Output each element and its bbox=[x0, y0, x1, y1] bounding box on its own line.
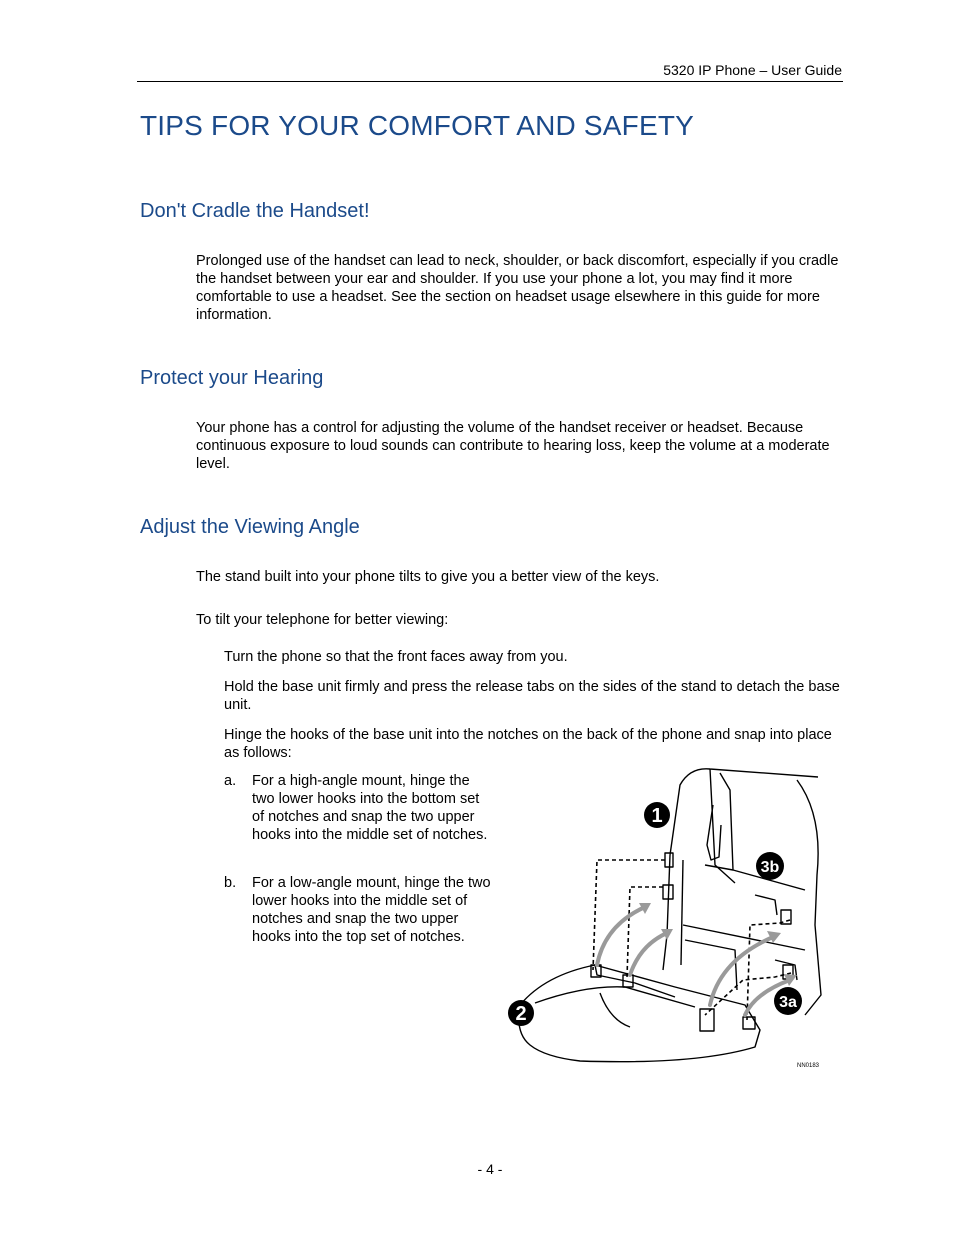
svg-text:2: 2 bbox=[515, 1003, 527, 1025]
section-heading-hearing: Protect your Hearing bbox=[140, 367, 324, 389]
sub-step-text: For a high-angle mount, hinge the two lower hooks into the bottom set of notches and snap the two upper hooks into the middle set of notches. bbox=[252, 773, 488, 843]
page-number: - 4 - bbox=[477, 1161, 503, 1177]
paragraph-cradle: Prolonged use of the handset can lead to neck, shoulder, or back discomfort, especially if you cradle the handset between your ear and shoulder. If you use your phone a lot, you may find it more comfortable to use a headset. See the section on headset usage elsewhere in this guide for more information. bbox=[196, 253, 839, 323]
paragraph-hearing: Your phone has a control for adjusting the volume of the handset receiver or headset. Because continuous exposure to loud sounds can contribute to hearing loss, keep the volume at a moderate level. bbox=[196, 420, 830, 472]
paragraph-viewing-angle: The stand built into your phone tilts to give you a better view of the keys. bbox=[196, 569, 660, 585]
section-heading-viewing-angle: Adjust the Viewing Angle bbox=[140, 516, 360, 538]
header-rule bbox=[137, 81, 843, 82]
section-heading-cradle: Don't Cradle the Handset! bbox=[140, 200, 370, 222]
figure-code: NN0183 bbox=[797, 1063, 820, 1069]
running-header: 5320 IP Phone – User Guide bbox=[663, 62, 842, 78]
phone-body-outline bbox=[670, 769, 818, 855]
callout-3a bbox=[774, 987, 802, 1015]
phone-stand-illustration bbox=[505, 765, 825, 1075]
base-unit-outline bbox=[519, 965, 760, 1062]
callout-1 bbox=[644, 802, 670, 828]
svg-text:3a: 3a bbox=[779, 994, 797, 1011]
step-1: Turn the phone so that the front faces away from you. bbox=[224, 649, 568, 665]
steps-intro: To tilt your telephone for better viewing: bbox=[196, 612, 449, 628]
page-title: TIPS FOR YOUR COMFORT AND SAFETY bbox=[140, 110, 695, 141]
svg-text:3b: 3b bbox=[760, 859, 780, 876]
sub-step-text: For a low-angle mount, hinge the two lower hooks into the middle set of notches and snap the two upper hooks into the top set of notches. bbox=[252, 875, 491, 945]
sub-step-marker: a. bbox=[224, 773, 237, 789]
step-2: Hold the base unit firmly and press the release tabs on the sides of the stand to detach the base unit. bbox=[224, 679, 840, 713]
step-3: Hinge the hooks of the base unit into the notches on the back of the phone and snap into place as follows: bbox=[224, 727, 832, 761]
callout-2 bbox=[508, 1000, 534, 1026]
callout-3b bbox=[756, 852, 784, 880]
svg-text:1: 1 bbox=[651, 805, 663, 827]
sub-step-marker: b. bbox=[224, 875, 237, 891]
